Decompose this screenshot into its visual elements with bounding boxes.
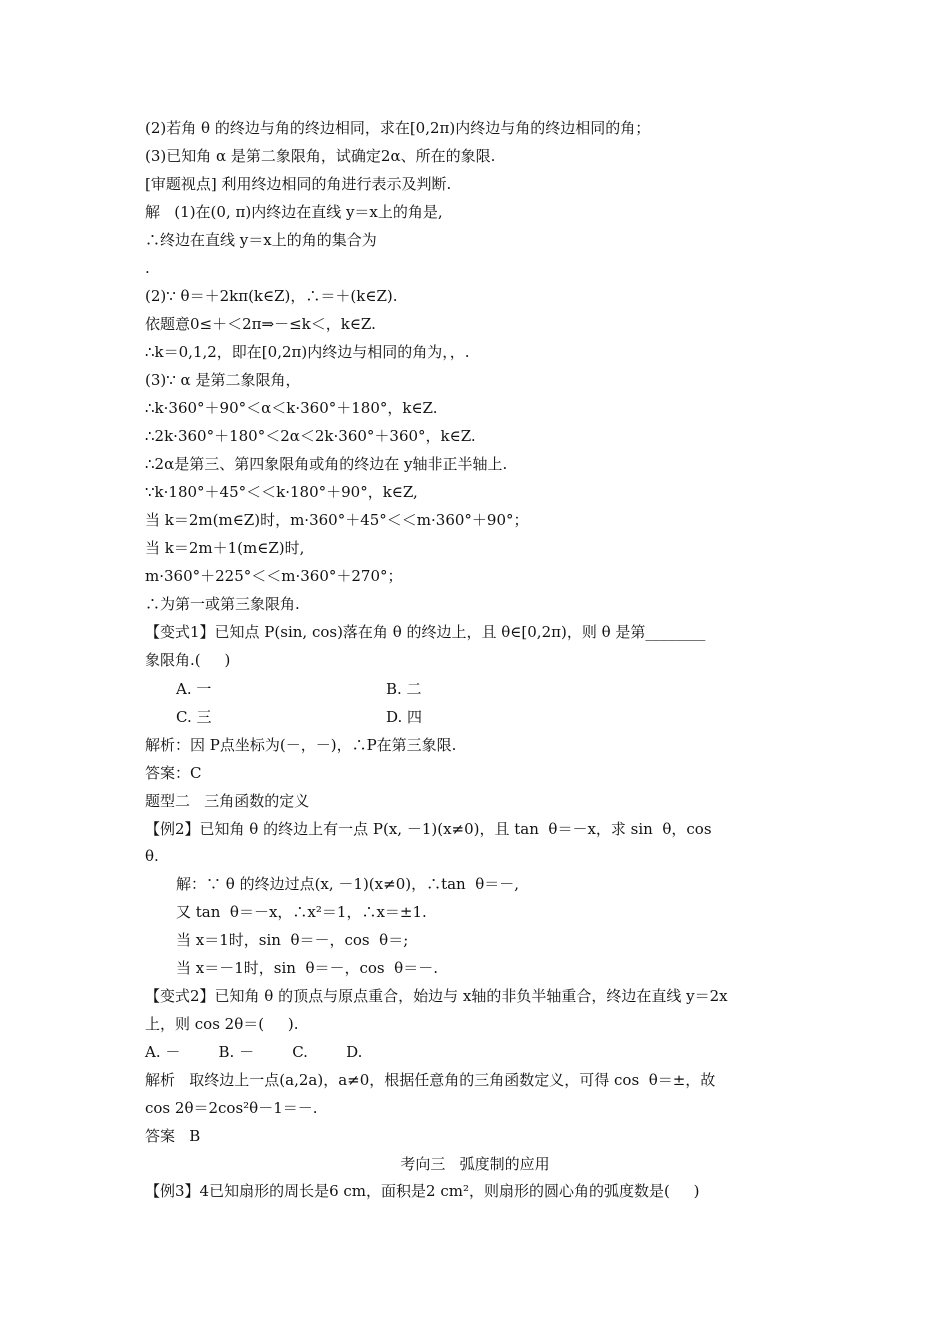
text-line: (3)已知角 α 是第二象限角，试确定2α、所在的象限. <box>145 147 496 165</box>
text-line: ∴2k·360°＋180°＜2α＜2k·360°＋360°，k∈Z. <box>145 427 476 445</box>
text-line: 答案：C <box>145 764 202 782</box>
solution-line: 当 x＝1时，sin θ＝－，cos θ＝; <box>176 931 409 949</box>
text-line: ∵k·180°＋45°＜＜k·180°＋90°，k∈Z, <box>145 483 418 501</box>
solution-line: 又 tan θ＝－x，∴x²＝1，∴x＝±1. <box>176 903 427 921</box>
text-line: 象限角.( ) <box>145 651 231 669</box>
text-line: 当 k＝2m＋1(m∈Z)时, <box>145 539 305 557</box>
option-d: D. 四 <box>386 708 423 726</box>
text-line: ∴2α是第三、第四象限角或角的终边在 y轴非正半轴上. <box>145 455 508 473</box>
text-line: 答案 B <box>145 1127 201 1145</box>
example-3: 【例3】4已知扇形的周长是6 cm，面积是2 cm²，则扇形的圆心角的弧度数是( ) <box>145 1182 700 1200</box>
text-line: [审题视点] 利用终边相同的角进行表示及判断. <box>145 175 452 193</box>
text-line: θ. <box>145 847 159 865</box>
text-line: ∴终边在直线 y＝x上的角的集合为 <box>145 231 377 249</box>
section-title: 考向三 弧度制的应用 <box>400 1155 550 1173</box>
option-c: C. 三 <box>176 708 212 726</box>
text-line: 【变式2】已知角 θ 的顶点与原点重合，始边与 x轴的非负半轴重合，终边在直线 y＝2x <box>145 987 728 1005</box>
text-line: (2)若角 θ 的终边与角的终边相同，求在[0,2π)内终边与角的终边相同的角； <box>145 119 651 137</box>
text-line: 依题意0≤＋＜2π⇒－≤k＜，k∈Z. <box>145 315 376 333</box>
solution-line: 解：∵ θ 的终边过点(x, －1)(x≠0)，∴tan θ＝－, <box>176 875 520 893</box>
text-line: ∴为第一或第三象限角. <box>145 595 300 613</box>
text-line: 解析：因 P点坐标为(－，－)，∴P在第三象限. <box>145 736 457 754</box>
text-line: m·360°＋225°＜＜m·360°＋270°； <box>145 567 403 585</box>
text-line: A. － B. － C. D. <box>145 1043 363 1061</box>
text-line: 解析 取终边上一点(a,2a)，a≠0，根据任意角的三角函数定义，可得 cos θ＝±，故 <box>145 1071 716 1089</box>
text-line: cos 2θ＝2cos²θ－1＝－. <box>145 1099 318 1117</box>
text-line: 解 (1)在(0, π)内终边在直线 y＝x上的角是, <box>145 203 443 221</box>
text-line: . <box>145 259 150 277</box>
text-line: (3)∵ α 是第二象限角， <box>145 371 301 389</box>
text-line: ∴k·360°＋90°＜α＜k·360°＋180°，k∈Z. <box>145 399 438 417</box>
option-b: B. 二 <box>386 680 422 698</box>
solution-line: 当 x＝－1时，sin θ＝－，cos θ＝－. <box>176 959 438 977</box>
option-a: A. 一 <box>176 680 212 698</box>
text-line: ∴k＝0,1,2，即在[0,2π)内终边与相同的角为，，. <box>145 343 470 361</box>
text-line: 当 k＝2m(m∈Z)时，m·360°＋45°＜＜m·360°＋90°； <box>145 511 529 529</box>
text-line: 【变式1】已知点 P(sin, cos)落在角 θ 的终边上，且 θ∈[0,2π)，则 θ 是第________ <box>145 623 706 641</box>
text-line: 上，则 cos 2θ＝( ). <box>145 1015 299 1033</box>
text-line: 【例2】已知角 θ 的终边上有一点 P(x, －1)(x≠0)，且 tan θ＝－x，求 sin θ，cos <box>145 820 712 838</box>
text-line: 题型二 三角函数的定义 <box>145 792 310 810</box>
text-line: (2)∵ θ＝＋2kπ(k∈Z)，∴＝＋(k∈Z). <box>145 287 398 305</box>
